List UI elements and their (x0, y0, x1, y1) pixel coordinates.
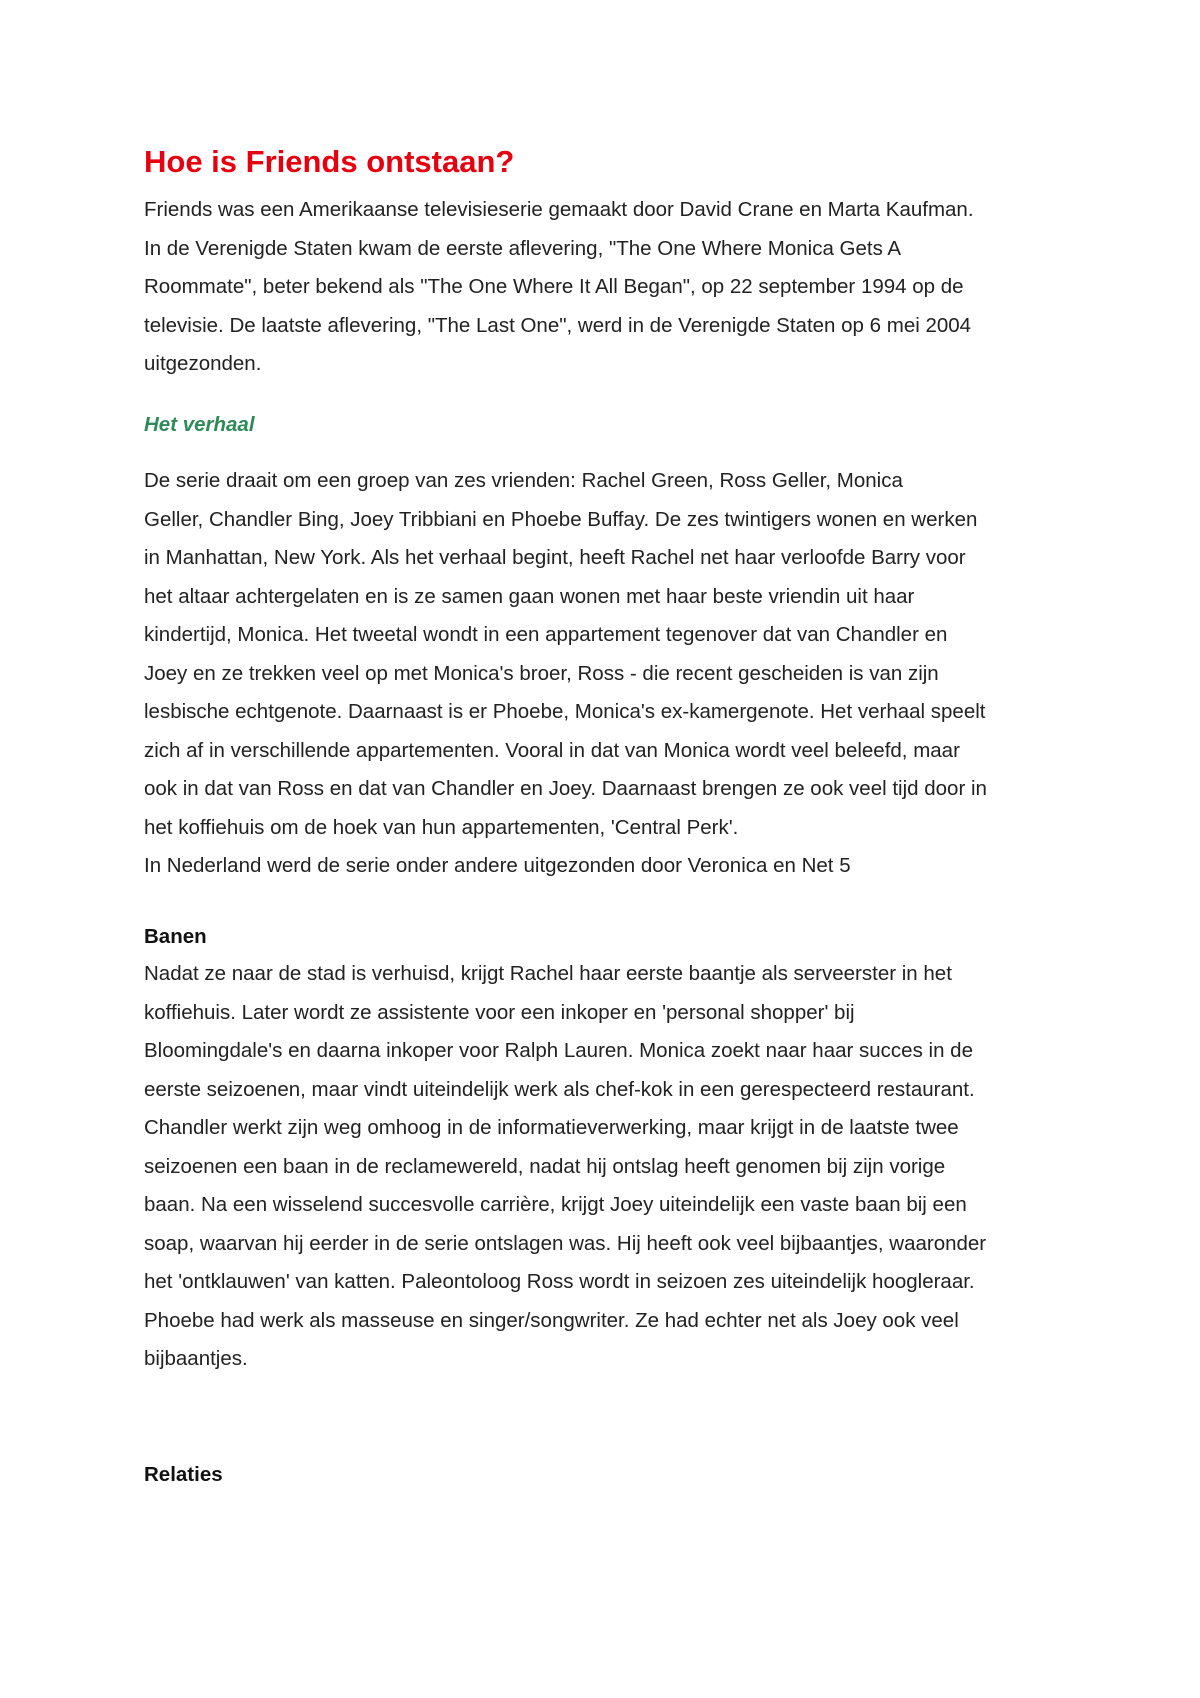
jobs-line: Bloomingdale's en daarna inkoper voor Ralph Lauren. Monica zoekt naar haar succes in de (144, 1039, 973, 1062)
jobs-line: baan. Na een wisselend succesvolle carrière, krijgt Joey uiteindelijk een vaste baan bij een (144, 1193, 967, 1216)
jobs-line: seizoenen een baan in de reclamewereld, nadat hij ontslag heeft genomen bij zijn vorige (144, 1154, 946, 1178)
story-line: ook in dat van Ross en dat van Chandler en Joey. Daarnaast brengen ze ook veel tijd door in (144, 777, 987, 800)
story-line: het koffiehuis om de hoek van hun appartementen, 'Central Perk'. (144, 815, 739, 839)
jobs-line: bijbaantjes. (144, 1347, 248, 1370)
jobs-line: eerste seizoenen, maar vindt uiteindelijk werk als chef-kok in een gerespecteerd restaurant. (144, 1077, 975, 1101)
intro-paragraph (144, 191, 1064, 384)
jobs-heading: Banen (144, 925, 207, 948)
story-line: zich af in verschillende appartementen. Vooral in dat van Monica wordt veel beleefd, maar (144, 738, 960, 762)
page-title: Hoe is Friends ontstaan? (144, 144, 515, 179)
story-line: kindertijd, Monica. Het tweetal wondt in een appartement tegenover dat van Chandler en (144, 623, 948, 646)
jobs-line: koffiehuis. Later wordt ze assistente voor een inkoper en 'personal shopper' bij (144, 1000, 855, 1024)
jobs-paragraph (144, 955, 1064, 1379)
intro-line: televisie. De laatste aflevering, "The Last One", werd in de Verenigde Staten op 6 mei 2004 (144, 313, 972, 337)
jobs-line: Nadat ze naar de stad is verhuisd, krijgt Rachel haar eerste baantje als serveerster in het (144, 962, 952, 985)
jobs-line: soap, waarvan hij eerder in de serie ontslagen was. Hij heeft ook veel bijbaantjes, waaronder (144, 1231, 987, 1255)
intro-line: Friends was een Amerikaanse televisieserie gemaakt door David Crane en Marta Kaufman. (144, 198, 974, 221)
intro-line: Roommate", beter bekend als "The One Where It All Began", op 22 september 1994 op de (144, 275, 964, 298)
story-line: lesbische echtgenote. Daarnaast is er Phoebe, Monica's ex-kamergenote. Het verhaal speelt (144, 700, 986, 723)
story-heading: Het verhaal (144, 413, 255, 436)
intro-line: In de Verenigde Staten kwam de eerste aflevering, "The One Where Monica Gets A (144, 236, 902, 260)
jobs-line: Chandler werkt zijn weg omhoog in de informatieverwerking, maar krijgt in de laatste twee (144, 1116, 959, 1139)
jobs-line: het 'ontklauwen' van katten. Paleontoloog Ross wordt in seizoen zes uiteindelijk hoogleraar. (144, 1270, 975, 1293)
story-line: het altaar achtergelaten en is ze samen gaan wonen met haar beste vriendin uit haar (144, 584, 915, 608)
story-line: Geller, Chandler Bing, Joey Tribbiani en Phoebe Buffay. De zes twintigers wonen en werken (144, 507, 978, 531)
story-line: In Nederland werd de serie onder andere uitgezonden door Veronica en Net 5 (144, 854, 851, 877)
relations-heading: Relaties (144, 1463, 223, 1486)
story-line: De serie draait om een groep van zes vrienden: Rachel Green, Ross Geller, Monica (144, 469, 903, 492)
story-paragraph (144, 462, 1064, 886)
intro-line: uitgezonden. (144, 352, 262, 375)
story-line: in Manhattan, New York. Als het verhaal begint, heeft Rachel net haar verloofde Barry voor (144, 546, 966, 569)
story-line: Joey en ze trekken veel op met Monica's broer, Ross - die recent gescheiden is van zijn (144, 661, 939, 685)
jobs-line: Phoebe had werk als masseuse en singer/songwriter. Ze had echter net als Joey ook veel (144, 1308, 959, 1332)
